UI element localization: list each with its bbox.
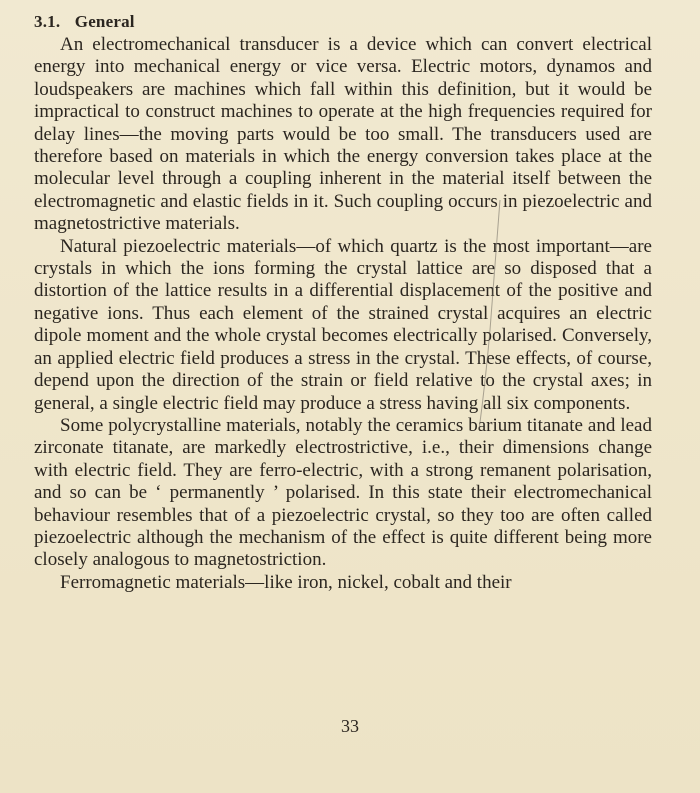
section-heading [34,12,135,32]
section-title: General [74,12,135,31]
paragraph-piezoelectric: Natural piezoelectric materials—of which quartz is the most important—are crystals in which the ions forming the crystal lattice are so disposed that a distortion of the lattice results in a differential displacement of the positive and negative ions. Thus each element of the strained crystal acquires an electric dipole moment and the whole crystal becomes electrically polarised. Conversely, an applied electric field produces a stress in the crystal. These effects, of course, depend upon the direction of the strain or field relative to the crystal axes; in general, a single electric field may produce a stress having all six components. [34,235,652,414]
body-text [34,34,652,594]
paragraph-transducer-definition: An electromechanical transducer is a device which can convert electrical energy into mechanical energy or vice versa. Electric motors, dynamos and loudspeakers are machines which fall within this definition, but it would be impractical to construct machines to operate at the high frequencies required for delay lines—the moving parts would be too small. The transducers used are therefore based on materials in which the energy conversion takes place at the molecular level through a coupling inherent in the material itself between the electromagnetic and elastic fields in it. Such coupling occurs in piezoelectric and magnetostrictive materials. [34,34,652,235]
section-number: 3.1. [34,12,61,31]
paragraph-ceramics: Some polycrystalline materials, notably the ceramics barium titanate and lead zirconate titanate, are markedly electrostrictive, i.e., their dimensions change with electric field. They are ferro-electric, with a strong remanent polarisation, and so can be ‘ permanently ’ polarised. In this state their electromechanical behaviour resembles that of a piezoelectric crystal, so they too are often called piezoelectric although the mechanism of the effect is quite different being more closely analogous to magnetostriction. [34,414,652,571]
paragraph-ferromagnetic: Ferromagnetic materials—like iron, nickel, cobalt and their [60,571,512,593]
page-number: 33 [341,716,359,736]
